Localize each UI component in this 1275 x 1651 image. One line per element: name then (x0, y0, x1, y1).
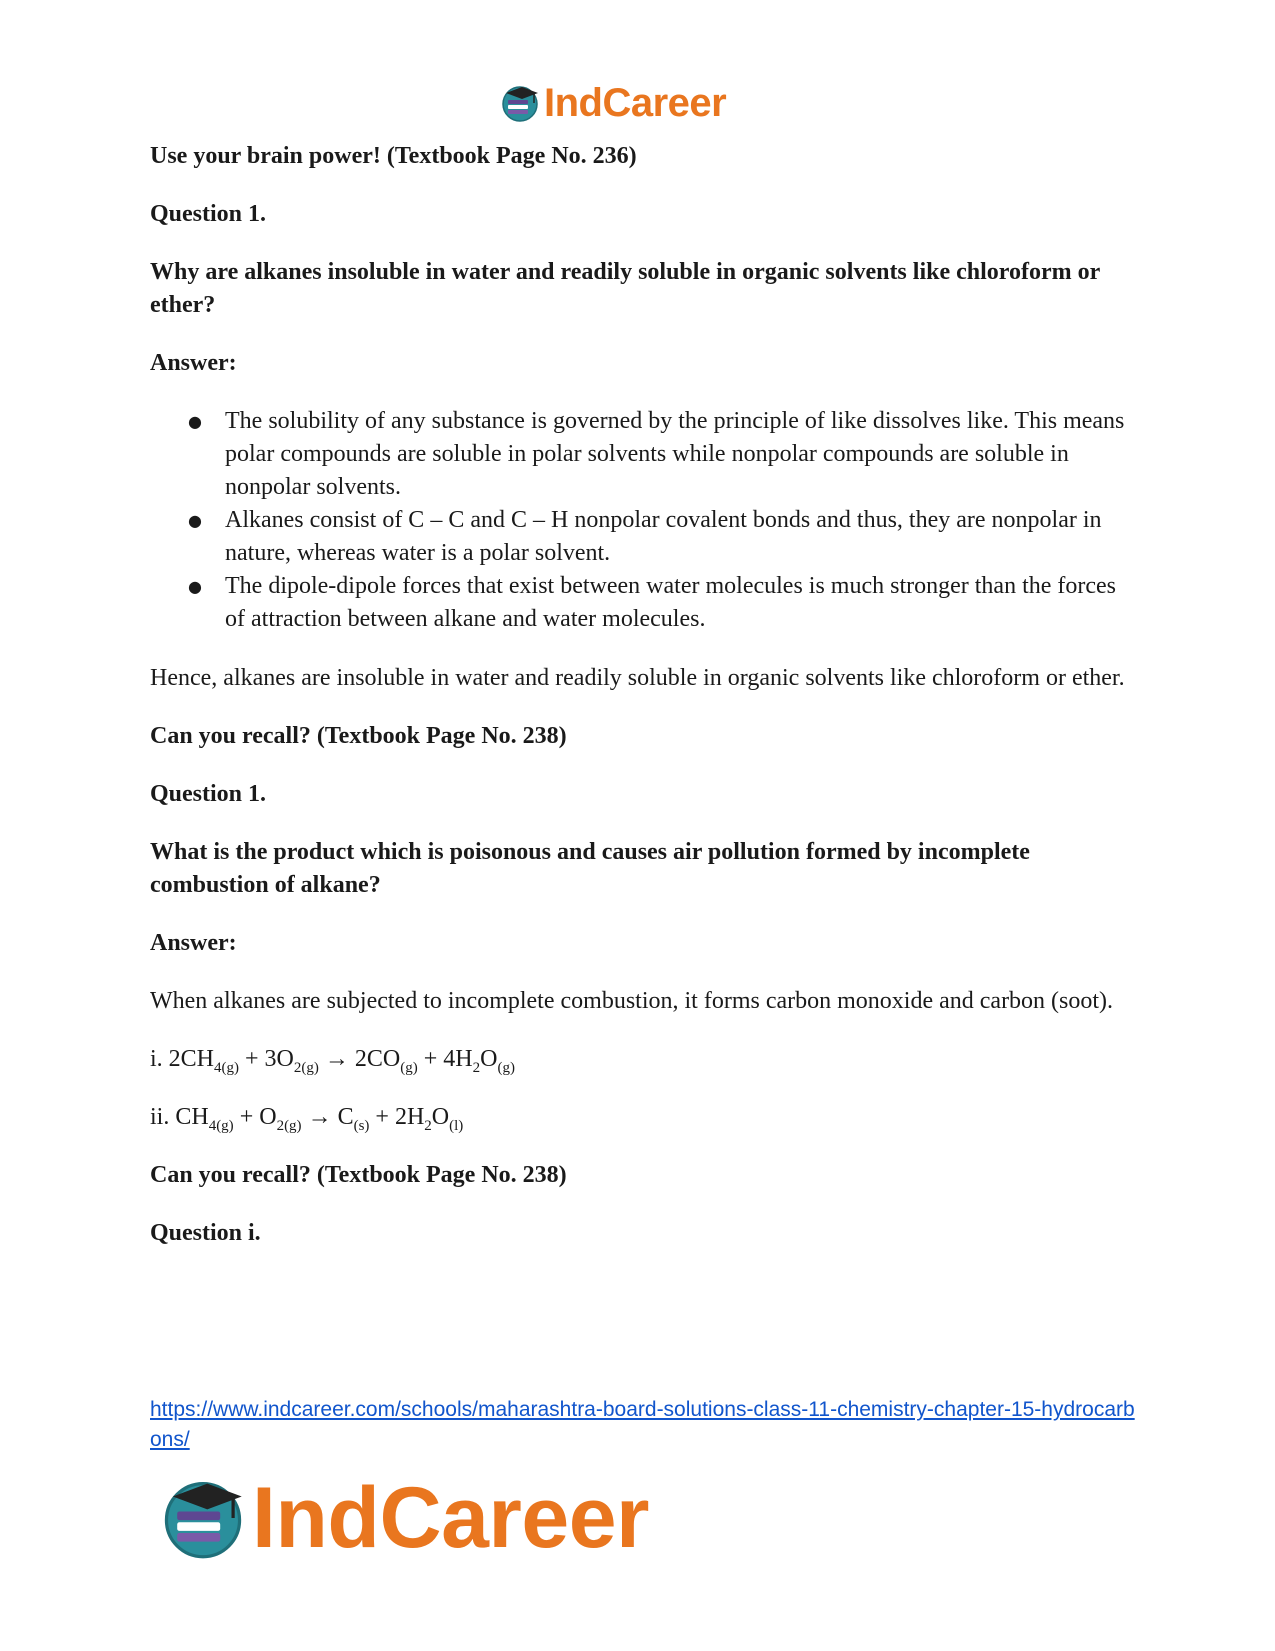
list-item (150, 570, 1130, 636)
answer-label: Answer: (150, 930, 237, 956)
list-item (150, 504, 1130, 570)
list-item-text: The solubility of any substance is governed by the principle of like dissolves like. This means polar compounds are soluble in polar solvents while nonpolar compounds are soluble in nonpolar solvents. (225, 408, 1125, 500)
bullet-icon: ● (188, 577, 202, 596)
section-heading: Use your brain power! (Textbook Page No. 236) (150, 143, 637, 169)
indcareer-logo-bottom (160, 1468, 649, 1568)
chemical-equation-2: ii. $CH_{4(g)} + O_{2(g)} \to C_{(s)} + 2H_2O_{(l)}$ (150, 1104, 464, 1134)
brand-name: IndCareer (544, 81, 727, 125)
graduation-cap-book-icon (500, 83, 540, 123)
graduation-cap-book-icon (160, 1475, 246, 1561)
indcareer-logo-top (500, 80, 726, 126)
answer-bullet-list (150, 405, 1130, 636)
section-heading: Can you recall? (Textbook Page No. 238) (150, 723, 567, 749)
section-heading: Can you recall? (Textbook Page No. 238) (150, 1162, 567, 1188)
question-label: Question i. (150, 1220, 261, 1246)
question-text: Why are alkanes insoluble in water and readily soluble in organic solvents like chloroform or ether? (150, 259, 1100, 318)
answer-text: When alkanes are subjected to incomplete combustion, it forms carbon monoxide and carbon (soot). (150, 988, 1114, 1014)
question-label: Question 1. (150, 201, 267, 227)
document-body (150, 140, 1130, 1275)
answer-label: Answer: (150, 350, 237, 376)
list-item-text: Alkanes consist of C – C and C – H nonpolar covalent bonds and thus, they are nonpolar in nature, whereas water is a polar solvent. (225, 507, 1102, 566)
list-item (150, 405, 1130, 504)
question-label: Question 1. (150, 781, 267, 807)
source-url-link[interactable]: https://www.indcareer.com/schools/maharashtra-board-solutions-class-11-chemistry-chapter-15-hydrocarbons/ (150, 1398, 1135, 1451)
chemical-equation-1: i. $2CH_{4(g)} + 3O_{2(g)} \to 2CO_{(g)} + 4H_2O_{(g)}$ (150, 1046, 515, 1076)
conclusion-text: Hence, alkanes are insoluble in water and readily soluble in organic solvents like chloroform or ether. (150, 665, 1125, 691)
bullet-icon: ● (188, 511, 202, 530)
bullet-icon: ● (188, 412, 202, 431)
question-text: What is the product which is poisonous and causes air pollution formed by incomplete combustion of alkane? (150, 839, 1030, 898)
brand-name: IndCareer (252, 1470, 649, 1566)
list-item-text: The dipole-dipole forces that exist between water molecules is much stronger than the forces of attraction between alkane and water molecules. (225, 573, 1117, 632)
